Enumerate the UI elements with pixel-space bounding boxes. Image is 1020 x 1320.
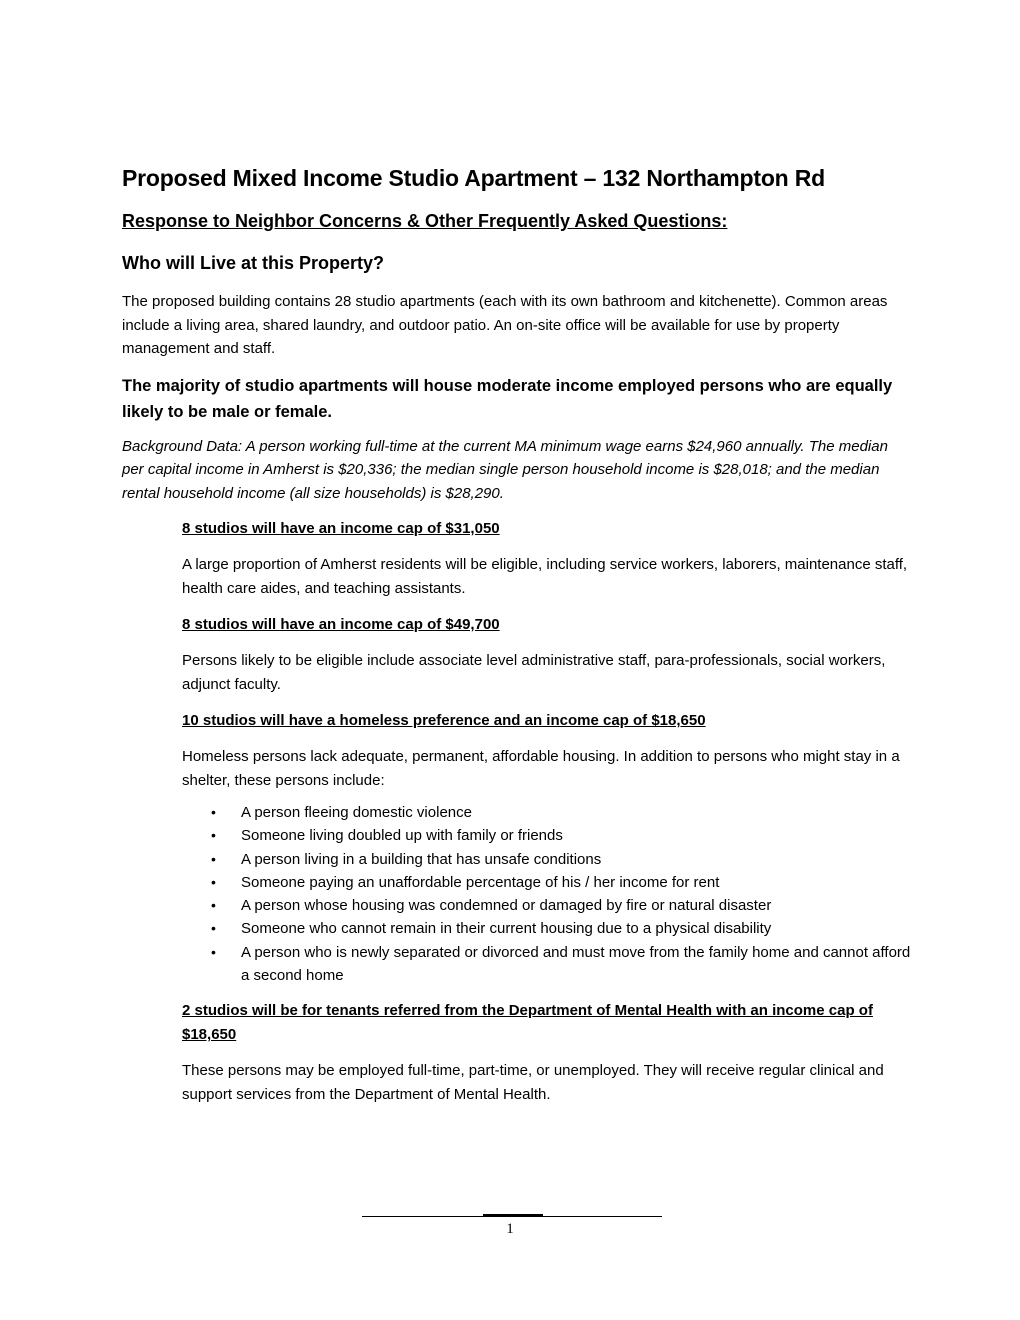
list-item-text: A person fleeing domestic violence [241,804,472,821]
document-title: Proposed Mixed Income Studio Apartment – 132 Northampton Rd [122,165,825,191]
group-text-homeless: Homeless persons lack adequate, permanent, affordable housing. In addition to persons who might stay in a shelter, these persons include: [182,748,900,789]
list-item-text: Someone paying an unaffordable percentage of his / her income for rent [241,873,720,891]
group-text-higher: Persons likely to be eligible include associate level administrative staff, para-professionals, social workers, adjunct faculty. [182,652,886,693]
group-heading-homeless: 10 studios will have a homeless preference and an income cap of $18,650 [182,712,706,729]
bullet-icon: • [211,920,216,937]
group-heading-moderate: 8 studios will have an income cap of $31,050 [182,520,500,537]
list-item-text: Someone living doubled up with family or friends [241,827,563,845]
page-number: 1 [506,1221,514,1237]
list-item-text: A person who is newly separated or divorced and must move from the family home and cannot afford a second home [241,943,911,985]
homeless-criteria-list [182,801,912,987]
footer-divider [362,1216,662,1217]
bullet-icon: • [211,873,216,890]
list-item-text: Someone who cannot remain in their current housing due to a physical disability [241,920,772,938]
list-item [182,917,912,940]
group-heading-higher: 8 studios will have an income cap of $49,700 [182,616,500,633]
majority-statement: The majority of studio apartments will house moderate income employed persons who are equally likely to be male or female. [122,376,893,421]
studio-groups [182,517,912,1107]
background-data: Background Data: A person working full-time at the current MA minimum wage earns $24,960 annually. The median per capital income in Amherst is $20,336; the median single person household income is $28,018; and the median rental household income (all size households) is $28,290. [122,437,888,502]
group-heading-mental-health: 2 studios will be for tenants referred from the Department of Mental Health with an income cap of $18,650 [182,1002,873,1044]
group-text-moderate: A large proportion of Amherst residents will be eligible, including service workers, laborers, maintenance staff, health care aides, and teaching assistants. [182,556,908,597]
list-item-text: A person whose housing was condemned or damaged by fire or natural disaster [241,897,772,915]
bullet-icon: • [211,804,216,820]
list-item [182,801,912,824]
bullet-icon: • [211,827,216,844]
bullet-icon: • [211,897,216,914]
list-item [182,871,912,894]
footer-divider-accent [483,1214,543,1216]
bullet-icon: • [211,850,216,867]
document-subtitle: Response to Neighbor Concerns & Other Frequently Asked Questions: [122,211,728,231]
list-item [182,894,912,917]
list-item [182,941,912,988]
list-item [182,824,912,847]
list-item [182,848,912,871]
intro-paragraph: The proposed building contains 28 studio apartments (each with its own bathroom and kitchenette). Common areas include a living area, shared laundry, and outdoor patio. An on-site office will be available for use by property management and staff. [122,293,888,357]
section-heading: Who will Live at this Property? [122,253,385,273]
document-page [122,160,912,1107]
list-item-text: A person living in a building that has unsafe conditions [241,850,602,868]
bullet-icon: • [211,943,216,960]
group-text-mental-health: These persons may be employed full-time, part-time, or unemployed. They will receive regular clinical and support services from the Department of Mental Health. [182,1062,884,1104]
